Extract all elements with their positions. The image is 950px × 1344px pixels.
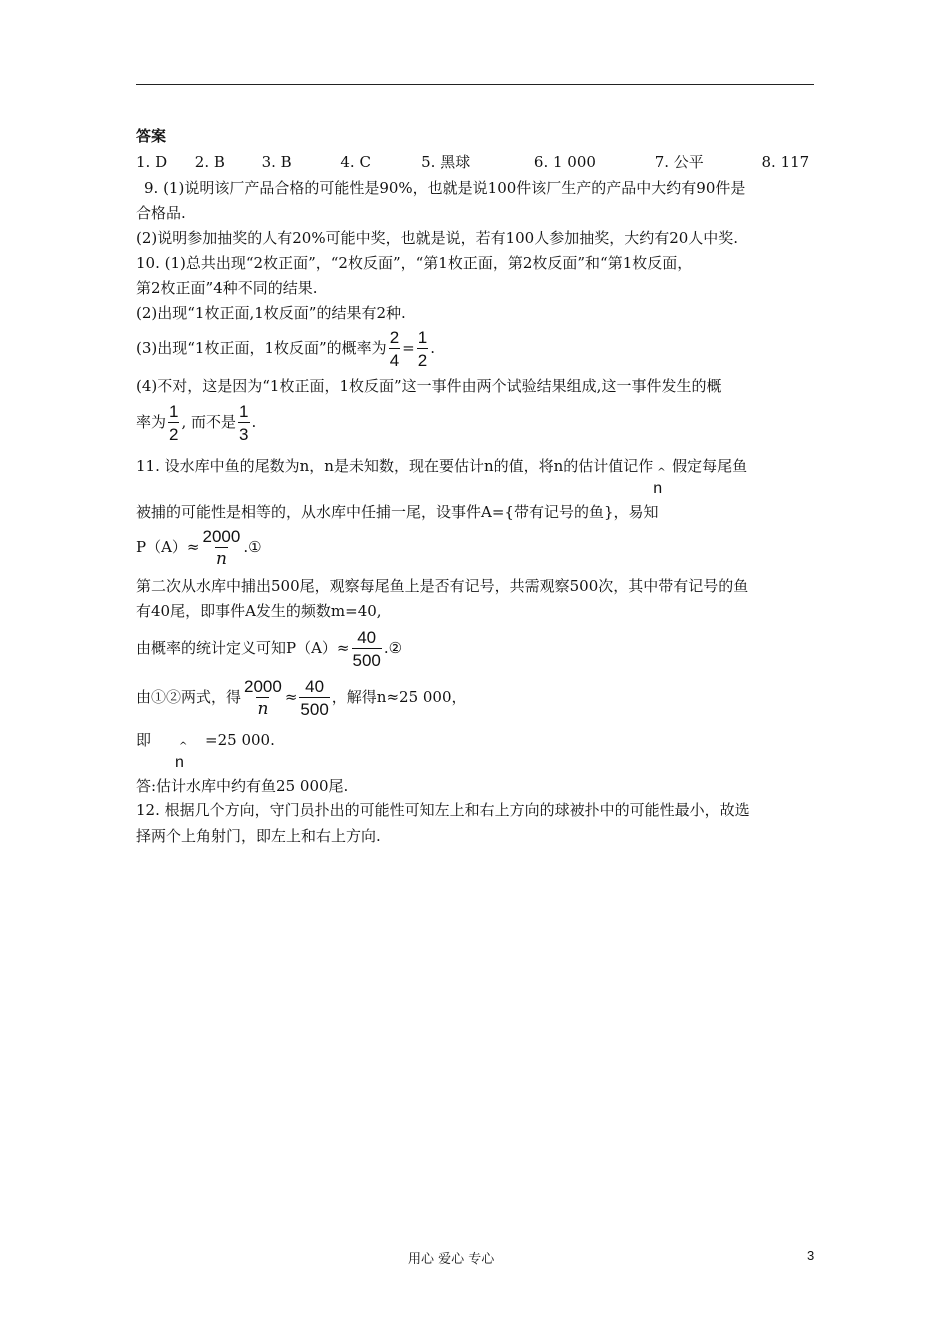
fraction-1-3: $\frac{1}{3}$: [239, 402, 249, 444]
q12-line-2: 择两个上角射门，即左上和右上方向.: [136, 827, 381, 845]
q11-line-3: P（A）≈ $\frac{2000}{n}$ .①: [136, 527, 262, 569]
answer-2: 2. B: [194, 153, 225, 171]
answer-5: 5. 黑球: [421, 153, 471, 171]
fraction-40-500: $\frac{40}{500}$: [352, 628, 381, 670]
fraction-2000-n: $\frac{2000}{n}$: [202, 527, 241, 569]
fraction-2-4: $\frac{2}{4}$: [389, 328, 400, 370]
fraction-40-500-b: $\frac{40}{500}$: [300, 677, 329, 719]
q11-line-5: 有40尾，即事件A发生的频数m=40,: [136, 602, 382, 620]
fraction-1-2: $\frac{1}{2}$: [417, 328, 428, 370]
answer-4: 4. C: [340, 153, 371, 171]
q11-line-4: 第二次从水库中捕出500尾，观察每尾鱼上是否有记号，共需观察500次，其中带有记号的鱼: [136, 577, 749, 595]
q11-line-2: 被捕的可能性是相等的，从水库中任捕一尾，设事件A={带有记号的鱼}，易知: [136, 503, 659, 521]
answer-heading: 答案: [136, 127, 167, 145]
q9-line-3: (2)说明参加抽奖的人有20%可能中奖，也就是说，若有100人参加抽奖，大约有20人中奖.: [136, 229, 739, 247]
q11-line-6: 由概率的统计定义可知P（A）≈ $\frac{40}{500}$ .②: [136, 628, 403, 670]
q10-line-3: (2)出现“1枚正面,1枚反面”的结果有2种.: [136, 304, 406, 322]
q10-line-5: (4)不对，这是因为“1枚正面，1枚反面”这一事件由两个试验结果组成,这一事件发生的概: [136, 377, 722, 395]
q10-part3-text: (3)出现“1枚正面，1枚反面”的概率为: [136, 339, 387, 357]
fraction-1-2b: $\frac{1}{2}$: [169, 402, 179, 444]
answer-7: 7. 公平: [654, 153, 704, 171]
q11-line-1: 11. 设水库中鱼的尾数为n，n是未知数，现在要估计n的值，将n的估计值记作 ^ n 假定每尾鱼: [136, 457, 748, 497]
fraction-2000-n-b: $\frac{2000}{n}$: [244, 677, 282, 719]
q10-line-6: 率为 $\frac{1}{2}$ , 而不是 $\frac{1}{3}$ .: [136, 402, 257, 444]
q10-line-4: (3)出现“1枚正面，1枚反面”的概率为 $\frac{2}{4}$ = $\frac{1}{2}$ .: [136, 328, 435, 370]
q10-line-2: 第2枚正面”4种不同的结果.: [136, 279, 318, 297]
answer-8: 8. 117: [761, 153, 810, 171]
q11-line-8: 即 ^ n =25 000.: [136, 731, 275, 771]
q9-line-1: 9. (1)说明该厂产品合格的可能性是90%，也就是说100件该厂生产的产品中大约有90件是: [144, 179, 746, 197]
page-number: 3: [807, 1248, 815, 1263]
q10-line-1: 10. (1)总共出现“2枚正面”，“2枚反面”，“第1枚正面，第2枚反面”和“第1枚反面，: [136, 254, 693, 272]
answer-6: 6. 1 000: [533, 153, 596, 171]
q9-line-2: 合格品.: [136, 204, 186, 222]
answer-3: 3. B: [261, 153, 292, 171]
q11-line-7: 由①②两式，得 $\frac{2000}{n}$ ≈ $\frac{40}{500}$ ，解得n≈25 000，: [136, 677, 467, 719]
answers-row: [136, 152, 809, 172]
q12-line-1: 12. 根据几个方向，守门员扑出的可能性可知左上和右上方向的球被扑中的可能性最小，故选: [136, 801, 750, 819]
q11-line-9: 答:估计水库中约有鱼25 000尾.: [136, 777, 349, 795]
answer-1: 1. D: [136, 153, 168, 171]
footer-motto: 用心 爱心 专心: [408, 1252, 495, 1267]
header-rule: [136, 84, 814, 85]
